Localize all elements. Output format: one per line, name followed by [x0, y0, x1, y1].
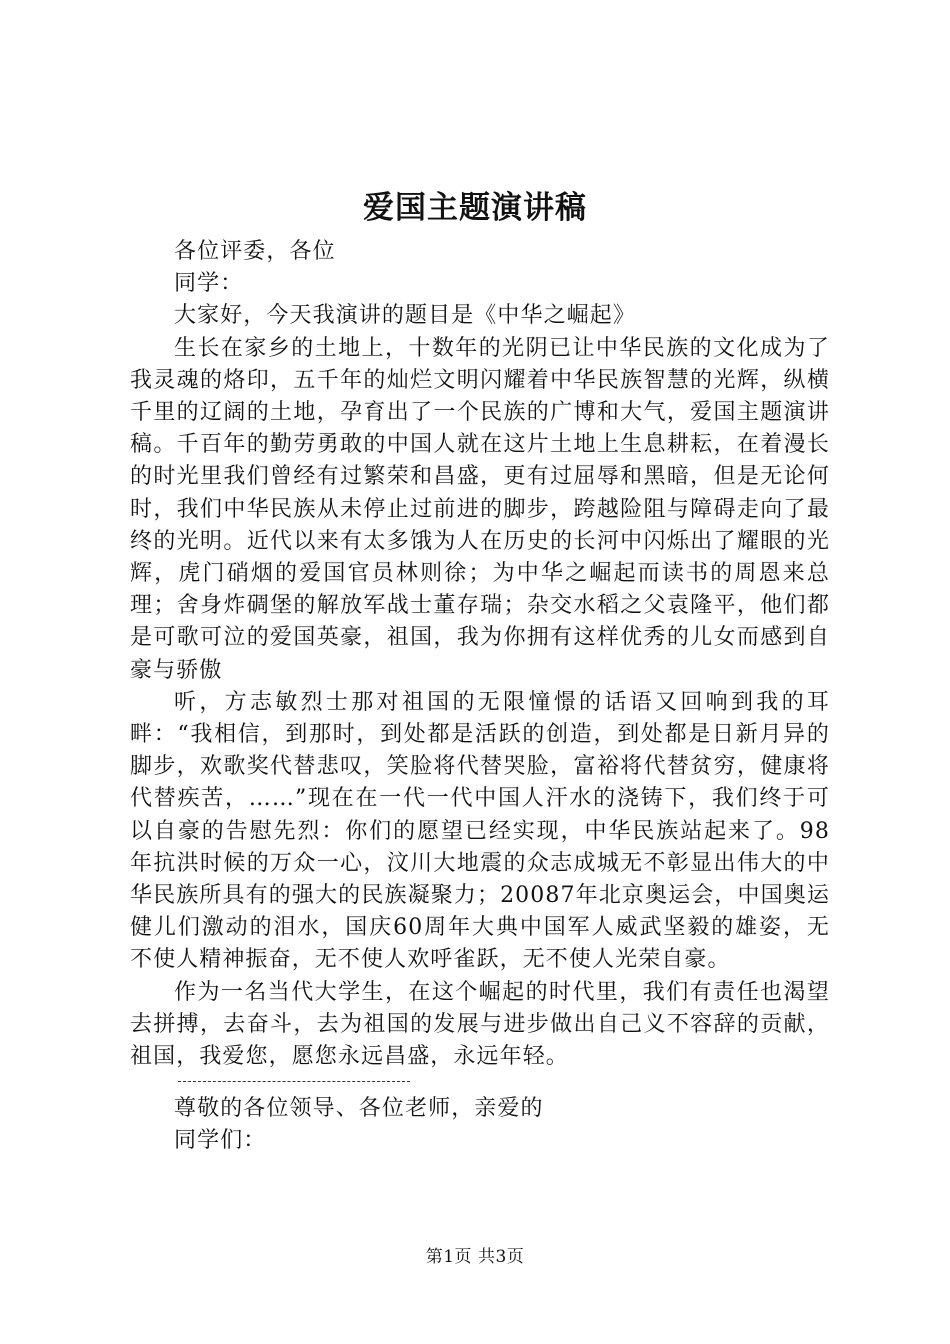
salutation-line-1: 各位评委，各位: [174, 239, 336, 264]
salutation-line-2: 同学：: [174, 271, 244, 297]
second-salutation-line-2: 同学们：: [174, 1128, 267, 1154]
second-salutation-line-1: 尊敬的各位领导、各位老师，亲爱的: [174, 1096, 544, 1122]
page-number-footer: 第1页 共3页: [425, 1247, 525, 1267]
document-title: 爱国主题演讲稿: [363, 190, 587, 226]
body-paragraph-homeland: 生长在家乡的土地上，十数年的光阴已让中华民族的文化成为了我灵魂的烙印，五千年的灿烂文明闪耀着中华民族智慧的光辉，纵横千里的辽阔的土地，孕育出了一个民族的广博和大气，爱国主题演讲稿。千百年的勤劳勇敢的中国人就在这片土地上生息耕耘，在着漫长的时光里我们曾经有过繁荣和昌盛，更有过屈辱和黑暗，但是无论何时，我们中华民族从未停止过前进的脚步，跨越险阻与障碍走向了最终的光明。近代以来有太多饿为人在历史的长河中闪烁出了耀眼的光辉，虎门硝烟的爱国官员林则徐；为中华之崛起而读书的周恩来总理；舍身炸碉堡的解放军战士董存瑞；杂交水稻之父袁隆平，他们都是可歌可泣的爱国英豪，祖国，我为你拥有这样优秀的儿女而感到自豪与骄傲: [130, 335, 830, 683]
document-body: [130, 236, 830, 1158]
body-paragraph-conclusion: 作为一名当代大学生，在这个崛起的时代里，我们有责任也渴望去拼搏，去奋斗，去为祖国的发展与进步做出自己义不容辞的贡献，祖国，我爱您，愿您永远昌盛，永远年轻。: [130, 979, 830, 1070]
body-paragraph-fang-zhimin: 听，方志敏烈士那对祖国的无限憧憬的话语又回响到我的耳畔：“我相信，到那时，到处都是活跃的创造，到处都是日新月异的脚步，欢歌奖代替悲叹，笑脸将代替哭脸，富裕将代替贫穷，健康将代替疾苦，……”现在在一代一代中国人汗水的浇铸下，我们终于可以自豪的告慰先烈：你们的愿望已经实现，中华民族站起来了。98年抗洪时候的万众一心，汶川大地震的众志成城无不彰显出伟大的中华民族所具有的强大的民族凝聚力；20087年北京奥运会，中国奥运健儿们激动的泪水，国庆60周年大典中国军人威武坚毅的雄姿，无不使人精神振奋，无不使人欢呼雀跃，无不使人光荣自豪。: [130, 689, 830, 973]
section-divider: [174, 1073, 410, 1093]
opening-line: 大家好，今天我演讲的题目是《中华之崛起》: [174, 303, 637, 329]
